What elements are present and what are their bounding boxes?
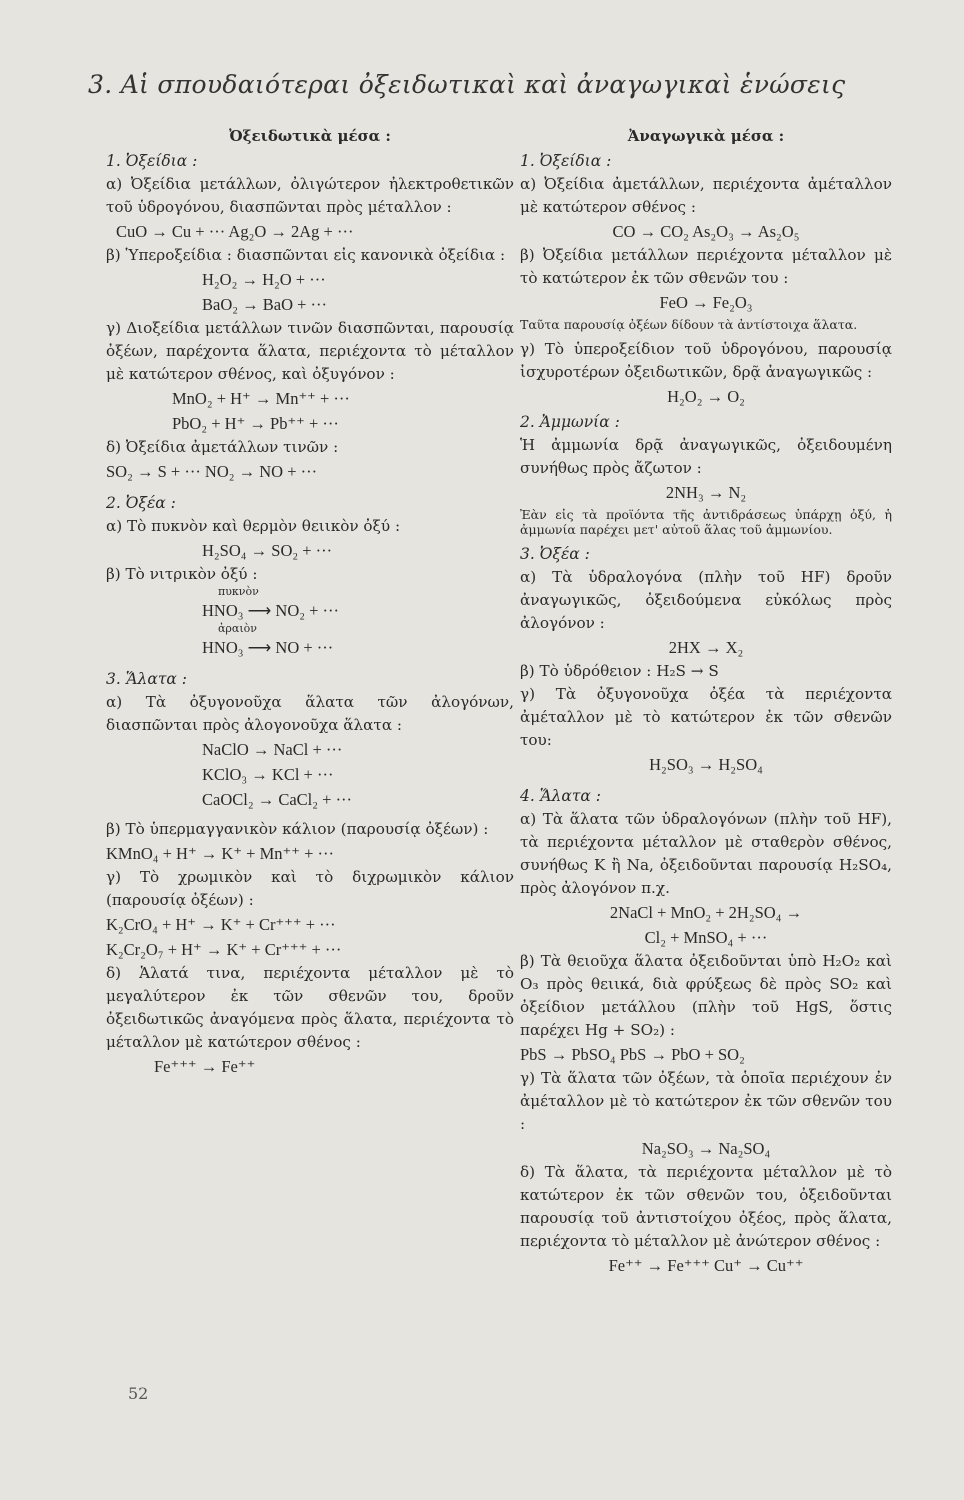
paragraph: Ἡ ἀμμωνία δρᾷ ἀναγωγικῶς, ὀξειδουμένη συνήθως πρὸς ἄζωτον :	[520, 436, 892, 477]
section-heading: 3. Ὀξέα :	[520, 545, 590, 563]
paragraph: δ) Ἁλατά τινα, περιέχοντα μέταλλον μὲ τὸ μεγαλύτερον ἐκ τῶν σθενῶν του, δροῦν ὀξειδωτικῶς ἀναγόμενα πρὸς ἅλατα, περιέχοντα τὸ μέταλλον μὲ κατώτερον σθένος :	[106, 964, 514, 1051]
equation: KClO₃ → KCl + ···	[202, 765, 334, 784]
equation: NaClO → NaCl + ···	[202, 740, 343, 759]
equation: CaOCl₂ → CaCl₂ + ···	[202, 790, 353, 809]
paragraph: δ) Τὰ ἅλατα, τὰ περιέχοντα μέταλλον μὲ τὸ κατώτερον ἐκ τῶν σθενῶν του, ὀξειδοῦνται παρουσίᾳ τοῦ ἀντιστοίχου ὀξέος, πρὸς ἅλατα, περιέχοντα τὸ μέταλλον μὲ ἀνώτερον σθένος :	[520, 1163, 892, 1250]
paragraph: γ) Διοξείδια μετάλλων τινῶν διασπῶνται, παρουσίᾳ ὀξέων, παρέχοντα ἅλατα, περιέχοντα τὸ μέταλλον μὲ κατώτερον σθένος, καὶ ὀξυγόνον :	[106, 319, 514, 383]
paragraph: γ) Τὰ ἅλατα τῶν ὀξέων, τὰ ὁποῖα περιέχουν ἐν ἀμέταλλον μὲ τὸ κατώτερον ἐκ τῶν σθενῶν του :	[520, 1069, 892, 1133]
equation: 2HX → X₂	[668, 638, 744, 657]
paragraph: β) Τὸ νιτρικὸν ὀξύ :	[106, 565, 258, 583]
reducing-agents-column	[520, 125, 892, 1278]
note: Ἐὰν εἰς τὰ προϊόντα τῆς ἀντιδράσεως ὑπάρχῃ ὀξύ, ἡ ἀμμωνία παρέχει μετ' αὐτοῦ ἅλας τοῦ ἀμμωνίου.	[520, 507, 892, 537]
paragraph: α) Ὀξείδια μετάλλων, ὀλιγώτερον ἠλεκτροθετικῶν τοῦ ὑδρογόνου, διασπῶνται πρὸς μέταλλον :	[106, 175, 514, 216]
paragraph: γ) Τὰ ὀξυγονοῦχα ὀξέα τὰ περιέχοντα ἀμέταλλον μὲ τὸ κατώτερον ἐκ τῶν σθενῶν του:	[520, 685, 892, 749]
paragraph: β) Ὀξείδια μετάλλων περιέχοντα μέταλλον μὲ τὸ κατώτερον ἐκ τῶν σθενῶν του :	[520, 246, 892, 287]
equation: CuO → Cu + ··· Ag₂O → 2Ag + ···	[116, 222, 354, 241]
paragraph: α) Τὰ ἅλατα τῶν ὑδραλογόνων (πλὴν τοῦ HF), τὰ περιέχοντα μέταλλον μὲ σταθερὸν σθένος, συνήθως K ἢ Na, ὀξειδοῦνται παρουσίᾳ H₂SO₄, πρὸς ἀλογόνον π.χ.	[520, 810, 892, 897]
paragraph: δ) Ὀξείδια ἀμετάλλων τινῶν :	[106, 438, 339, 456]
equation: Fe⁺⁺ → Fe⁺⁺⁺ Cu⁺ → Cu⁺⁺	[608, 1256, 804, 1275]
section-heading: 4. Ἅλατα :	[520, 787, 602, 805]
paragraph: γ) Τὸ ὑπεροξείδιον τοῦ ὑδρογόνου, παρουσίᾳ ἰσχυροτέρων ὀξειδωτικῶν, δρᾷ ἀναγωγικῶς :	[520, 340, 892, 381]
equation: SO₂ → S + ··· NO₂ → NO + ···	[106, 462, 318, 481]
paragraph: β) Τὸ ὑδρόθειον : H₂S → S	[520, 662, 719, 680]
equation: KMnO₄ + H⁺ → K⁺ + Mn⁺⁺ + ···	[106, 844, 334, 863]
equation: K₂CrO₄ + H⁺ → K⁺ + Cr⁺⁺⁺ + ···	[106, 915, 336, 934]
note: Ταῦτα παρουσίᾳ ὀξέων δίδουν τὰ ἀντίστοιχα ἅλατα.	[520, 317, 858, 332]
oxidizing-agents-column	[106, 125, 514, 1079]
paragraph: β) Τὸ ὑπερμαγγανικὸν κάλιον (παρουσίᾳ ὀξέων) :	[106, 820, 489, 838]
section-heading: 1. Ὀξείδια :	[106, 152, 198, 170]
equation: MnO₂ + H⁺ → Mn⁺⁺ + ···	[172, 389, 350, 408]
column-heading: Ἀναγωγικὰ μέσα :	[627, 127, 785, 145]
equation: Cl₂ + MnSO₄ + ···	[644, 928, 768, 947]
section-heading: 3. Ἅλατα :	[106, 670, 188, 688]
equation: HNO₃ ⟶ NO + ···	[202, 638, 334, 657]
equation: H₂SO₃ → H₂SO₄	[649, 755, 763, 774]
paragraph: α) Τὸ πυκνὸν καὶ θερμὸν θειικὸν ὀξύ :	[106, 517, 401, 535]
equation: PbO₂ + H⁺ → Pb⁺⁺ + ···	[172, 414, 339, 433]
section-heading: 1. Ὀξείδια :	[520, 152, 612, 170]
section-heading: 2. Ἀμμωνία :	[520, 413, 620, 431]
paragraph: β) Ὑπεροξείδια : διασπῶνται εἰς κανονικὰ ὀξείδια :	[106, 246, 506, 264]
equation: BaO₂ → BaO + ···	[202, 295, 328, 314]
paragraph: α) Ὀξείδια ἀμετάλλων, περιέχοντα ἀμέταλλον μὲ κατώτερον σθένος :	[520, 175, 892, 216]
column-heading: Ὀξειδωτικὰ μέσα :	[229, 127, 391, 145]
equation: Na₂SO₃ → Na₂SO₄	[641, 1139, 771, 1158]
equation: FeO → Fe₂O₃	[659, 293, 753, 312]
paragraph: γ) Τὸ χρωμικὸν καὶ τὸ διχρωμικὸν κάλιον (παρουσίᾳ ὀξέων) :	[106, 868, 514, 909]
page-title: 3. Αἱ σπουδαιότεραι ὀξειδωτικαὶ καὶ ἀναγωγικαὶ ἑνώσεις	[88, 70, 846, 99]
arrow-label: ἀραιὸν	[218, 622, 257, 635]
equation: 2NH₃ → N₂	[665, 483, 747, 502]
arrow-label: πυκνὸν	[218, 585, 259, 598]
paragraph: β) Τὰ θειοῦχα ἅλατα ὀξειδοῦνται ὑπὸ H₂O₂ καὶ O₃ πρὸς θειικά, διὰ φρύξεως δὲ πρὸς SO₂ καὶ ὀξείδιον μετάλλου (πλὴν τοῦ HgS, ὅστις παρέχει Hg + SO₂) :	[520, 952, 892, 1039]
equation: H₂O₂ → O₂	[667, 387, 745, 406]
equation: HNO₃ ⟶ NO₂ + ···	[202, 601, 340, 620]
equation: PbS → PbSO₄ PbS → PbO + SO₂	[520, 1045, 745, 1064]
equation: H₂SO₄ → SO₂ + ···	[202, 541, 333, 560]
equation: K₂Cr₂O₇ + H⁺ → K⁺ + Cr⁺⁺⁺ + ···	[106, 940, 342, 959]
paragraph: α) Τὰ ὑδραλογόνα (πλὴν τοῦ HF) δροῦν ἀναγωγικῶς, ὀξειδούμενα εὐκόλως πρὸς ἀλογόνον :	[520, 568, 892, 632]
equation: H₂O₂ → H₂O + ···	[202, 270, 326, 289]
paragraph: α) Τὰ ὀξυγονοῦχα ἅλατα τῶν ἀλογόνων, διασπῶνται πρὸς ἀλογονοῦχα ἅλατα :	[106, 693, 514, 734]
equation: Fe⁺⁺⁺ → Fe⁺⁺	[154, 1057, 256, 1076]
page-number: 52	[128, 1384, 149, 1403]
equation: CO → CO₂ As₂O₃ → As₂O₅	[612, 222, 800, 241]
equation: 2NaCl + MnO₂ + 2H₂SO₄ →	[609, 903, 803, 922]
section-heading: 2. Ὀξέα :	[106, 494, 176, 512]
